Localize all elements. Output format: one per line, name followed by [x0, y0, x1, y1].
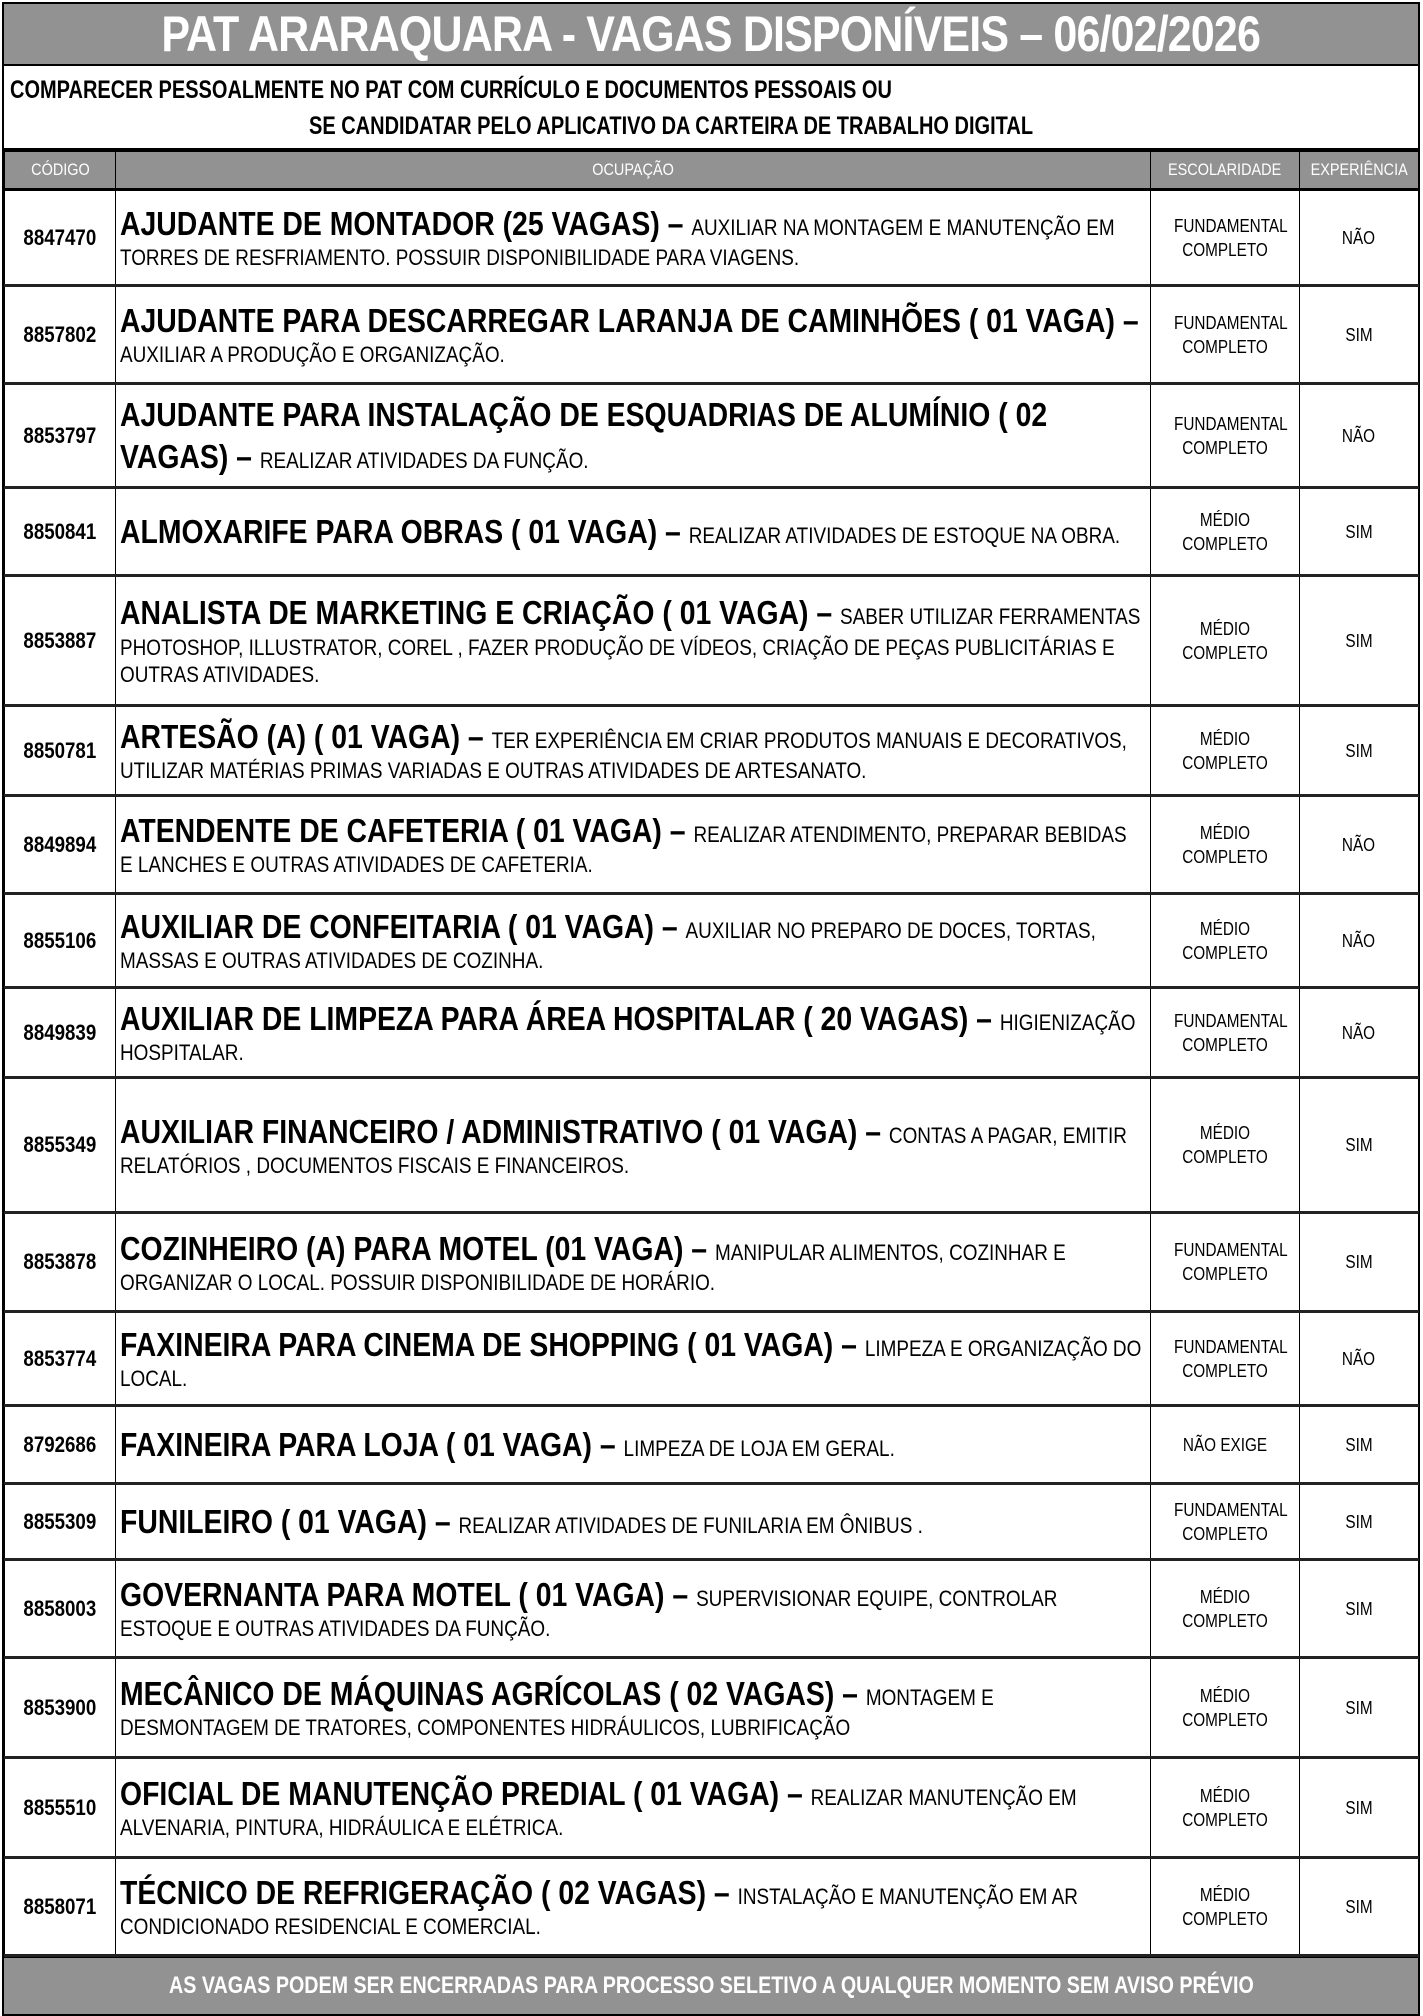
footer-band [4, 1957, 1418, 2014]
job-education-cell [1151, 1213, 1300, 1312]
job-occupation-text [120, 998, 1144, 1067]
job-education: FUNDAMENTAL COMPLETO [1174, 312, 1288, 357]
job-education: MÉDIO COMPLETO [1182, 1685, 1268, 1730]
job-title: ANALISTA DE MARKETING E CRIAÇÃO ( 01 VAGA) – [120, 594, 841, 632]
job-education: MÉDIO COMPLETO [1182, 1785, 1268, 1830]
job-experience: SIM [1345, 521, 1373, 542]
job-education: MÉDIO COMPLETO [1182, 918, 1268, 963]
job-description: INSTALAÇÃO E MANUTENÇÃO EM AR CONDICIONADO RESIDENCIAL E COMERCIAL. [120, 1884, 1078, 1940]
job-experience-cell [1300, 488, 1419, 576]
job-description: SABER UTILIZAR FERRAMENTAS PHOTOSHOP, ILLUSTRATOR, COREL , FAZER PRODUÇÃO DE VÍDEOS, CRIAÇÃO DE PEÇAS PUBLICITÁRIAS E OUTRAS ATIVIDADES. [120, 604, 1141, 688]
job-row [5, 1858, 1419, 1956]
job-education-cell [1151, 488, 1300, 576]
job-occupation-cell [116, 1484, 1151, 1560]
job-code: 8850841 [23, 518, 97, 544]
job-title: AJUDANTE PARA DESCARREGAR LARANJA DE CAMINHÕES ( 01 VAGA) – [120, 302, 1139, 340]
job-experience: NÃO [1342, 227, 1376, 248]
job-title: AUXILIAR DE CONFEITARIA ( 01 VAGA) – [120, 908, 686, 946]
job-code-cell [5, 1560, 116, 1658]
job-experience-cell [1300, 706, 1419, 796]
job-code-cell [5, 796, 116, 894]
job-occupation-cell [116, 488, 1151, 576]
job-row [5, 488, 1419, 576]
job-title: ATENDENTE DE CAFETERIA ( 01 VAGA) – [120, 812, 694, 850]
job-occupation-cell [116, 706, 1151, 796]
job-code-cell [5, 576, 116, 706]
job-code-cell [5, 1658, 116, 1758]
column-header-experience-label: EXPERIÊNCIA [1310, 160, 1408, 179]
job-occupation-cell [116, 796, 1151, 894]
job-experience: SIM [1345, 1598, 1373, 1619]
job-experience: SIM [1345, 1434, 1373, 1455]
job-description: REALIZAR ATENDIMENTO, PREPARAR BEBIDAS E LANCHES E OUTRAS ATIVIDADES DE CAFETERIA. [120, 822, 1127, 878]
job-experience: SIM [1345, 630, 1373, 651]
column-header-education-label: ESCOLARIDADE [1168, 160, 1282, 179]
job-occupation-text [120, 511, 1144, 552]
instructions-line-2: SE CANDIDATAR PELO APLICATIVO DA CARTEIRA DE TRABALHO DIGITAL [309, 112, 1034, 140]
job-title: MECÂNICO DE MÁQUINAS AGRÍCOLAS ( 02 VAGAS) – [120, 1675, 866, 1713]
job-code-cell [5, 1406, 116, 1484]
job-occupation-text [120, 203, 1144, 272]
job-occupation-cell [116, 286, 1151, 384]
job-description: HIGIENIZAÇÃO HOSPITALAR. [120, 1010, 1136, 1066]
job-row [5, 1758, 1419, 1858]
job-title: GOVERNANTA PARA MOTEL ( 01 VAGA) – [120, 1576, 697, 1614]
job-description: REALIZAR ATIVIDADES DE ESTOQUE NA OBRA. [688, 522, 1121, 548]
page-title: PAT ARARAQUARA - VAGAS DISPONÍVEIS – 06/02/2026 [161, 6, 1261, 62]
job-experience-cell [1300, 1658, 1419, 1758]
job-experience: SIM [1345, 1252, 1373, 1272]
job-education-cell [1151, 1484, 1300, 1560]
job-occupation-cell [116, 190, 1151, 286]
job-education-cell [1151, 1658, 1300, 1758]
job-code: 8857802 [23, 321, 97, 347]
job-row [5, 576, 1419, 706]
job-rows [5, 190, 1419, 1956]
job-row [5, 1078, 1419, 1213]
job-code-cell [5, 988, 116, 1078]
job-code-cell [5, 894, 116, 988]
job-description: REALIZAR ATIVIDADES DE FUNILARIA EM ÔNIBUS . [458, 1512, 923, 1538]
job-code-cell [5, 1484, 116, 1560]
job-row [5, 1484, 1419, 1560]
job-code-cell [5, 488, 116, 576]
job-education: MÉDIO COMPLETO [1182, 1884, 1268, 1929]
job-education-cell [1151, 576, 1300, 706]
job-title: COZINHEIRO (A) PARA MOTEL (01 VAGA) – [120, 1229, 715, 1267]
job-education-cell [1151, 706, 1300, 796]
job-occupation-text [120, 1228, 1144, 1297]
job-education-cell [1151, 1858, 1300, 1956]
job-experience-cell [1300, 1213, 1419, 1312]
job-experience: SIM [1345, 1135, 1373, 1155]
job-description: SUPERVISIONAR EQUIPE, CONTROLAR ESTOQUE E OUTRAS ATIVIDADES DA FUNÇÃO. [120, 1586, 1058, 1642]
job-education-cell [1151, 1560, 1300, 1658]
job-description: MANIPULAR ALIMENTOS, COZINHAR E ORGANIZAR O LOCAL. POSSUIR DISPONIBILIDADE DE HORÁRIO. [120, 1239, 1066, 1295]
job-title: ARTESÃO (A) ( 01 VAGA) – [120, 718, 492, 756]
job-row [5, 190, 1419, 286]
job-code: 8858003 [23, 1595, 97, 1621]
job-code: 8855510 [23, 1794, 97, 1820]
job-title: TÉCNICO DE REFRIGERAÇÃO ( 02 VAGAS) – [120, 1874, 738, 1912]
job-experience-cell [1300, 1560, 1419, 1658]
job-row [5, 988, 1419, 1078]
job-description: AUXILIAR NA MONTAGEM E MANUTENÇÃO EM TORRES DE RESFRIAMENTO. POSSUIR DISPONIBILIDADE PARA VIAGENS. [120, 215, 1115, 271]
job-code: 8858071 [23, 1893, 97, 1919]
table-header-row [5, 152, 1419, 190]
job-experience-cell [1300, 1484, 1419, 1560]
job-title: AUXILIAR DE LIMPEZA PARA ÁREA HOSPITALAR ( 20 VAGAS) – [120, 1000, 1000, 1038]
job-experience-cell [1300, 1078, 1419, 1213]
job-occupation-text [120, 1773, 1144, 1842]
job-experience-cell [1300, 1858, 1419, 1956]
job-code: 8850781 [23, 737, 97, 763]
jobs-table [4, 151, 1419, 1957]
job-occupation-cell [116, 1758, 1151, 1858]
job-education-cell [1151, 894, 1300, 988]
job-row [5, 706, 1419, 796]
job-experience: SIM [1345, 1697, 1373, 1718]
job-title: AJUDANTE DE MONTADOR (25 VAGAS) – [120, 205, 692, 243]
job-experience-cell [1300, 286, 1419, 384]
job-code: 8855349 [23, 1132, 97, 1157]
instructions-line-1: COMPARECER PESSOALMENTE NO PAT COM CURRÍCULO E DOCUMENTOS PESSOAIS OU [10, 76, 892, 104]
job-occupation-text [120, 1872, 1144, 1941]
job-education: MÉDIO COMPLETO [1182, 618, 1268, 663]
job-education: MÉDIO COMPLETO [1182, 509, 1268, 554]
job-experience-cell [1300, 384, 1419, 488]
job-experience: SIM [1345, 1896, 1373, 1917]
job-occupation-text [120, 1501, 1144, 1542]
job-code-cell [5, 706, 116, 796]
job-education: MÉDIO COMPLETO [1182, 728, 1268, 773]
job-experience-cell [1300, 190, 1419, 286]
job-title: FAXINEIRA PARA LOJA ( 01 VAGA) – [120, 1425, 624, 1463]
job-education-cell [1151, 190, 1300, 286]
job-occupation-text [120, 1673, 1144, 1742]
job-education-cell [1151, 988, 1300, 1078]
job-occupation-cell [116, 1560, 1151, 1658]
job-row [5, 894, 1419, 988]
job-occupation-text [120, 1424, 1144, 1465]
job-occupation-cell [116, 384, 1151, 488]
job-occupation-cell [116, 576, 1151, 706]
job-code: 8853900 [23, 1694, 97, 1720]
job-education-cell [1151, 1078, 1300, 1213]
job-occupation-cell [116, 988, 1151, 1078]
job-occupation-text [120, 300, 1144, 369]
job-code-cell [5, 190, 116, 286]
job-occupation-cell [116, 1312, 1151, 1406]
job-description: CONTAS A PAGAR, EMITIR RELATÓRIOS , DOCUMENTOS FISCAIS E FINANCEIROS. [120, 1122, 1127, 1178]
job-code-cell [5, 1213, 116, 1312]
job-experience: NÃO [1342, 930, 1376, 951]
job-experience: NÃO [1342, 834, 1376, 855]
job-occupation-text [120, 1324, 1144, 1393]
job-description: REALIZAR ATIVIDADES DA FUNÇÃO. [259, 447, 589, 473]
job-description: AUXILIAR NO PREPARO DE DOCES, TORTAS, MASSAS E OUTRAS ATIVIDADES DE COZINHA. [120, 918, 1096, 974]
job-experience: NÃO [1342, 1022, 1376, 1043]
instructions [4, 66, 1418, 151]
job-occupation-text [120, 592, 1144, 688]
job-occupation-cell [116, 1858, 1151, 1956]
job-row [5, 1312, 1419, 1406]
job-code-cell [5, 384, 116, 488]
column-header-experience [1300, 152, 1419, 190]
job-description: REALIZAR MANUTENÇÃO EM ALVENARIA, PINTURA, HIDRÁULICA E ELÉTRICA. [120, 1785, 1077, 1841]
job-experience: SIM [1345, 740, 1373, 761]
job-occupation-cell [116, 1406, 1151, 1484]
job-title: FUNILEIRO ( 01 VAGA) – [120, 1502, 459, 1540]
job-description: AUXILIAR A PRODUÇÃO E ORGANIZAÇÃO. [120, 342, 505, 368]
job-code: 8855309 [23, 1508, 97, 1534]
job-occupation-text [120, 716, 1144, 785]
job-education: FUNDAMENTAL COMPLETO [1174, 1010, 1288, 1055]
job-occupation-cell [116, 1213, 1151, 1312]
job-experience: SIM [1345, 324, 1373, 345]
job-occupation-text [120, 810, 1144, 879]
job-experience-cell [1300, 988, 1419, 1078]
job-occupation-text [120, 1574, 1144, 1643]
job-code: 8849894 [23, 831, 97, 857]
job-education-cell [1151, 1406, 1300, 1484]
job-education: FUNDAMENTAL COMPLETO [1174, 1336, 1288, 1381]
job-education: FUNDAMENTAL COMPLETO [1174, 413, 1288, 458]
job-education: NÃO EXIGE [1182, 1434, 1268, 1455]
job-title: AJUDANTE PARA INSTALAÇÃO DE ESQUADRIAS DE ALUMÍNIO ( 02 VAGAS) – [120, 396, 1048, 475]
job-occupation-text [120, 1111, 1144, 1180]
job-row [5, 796, 1419, 894]
job-code-cell [5, 1312, 116, 1406]
column-header-education [1151, 152, 1300, 190]
job-education: MÉDIO COMPLETO [1182, 1586, 1268, 1631]
job-education: FUNDAMENTAL COMPLETO [1174, 1499, 1288, 1544]
job-experience-cell [1300, 1758, 1419, 1858]
job-occupation-text [120, 906, 1144, 975]
job-occupation-cell [116, 1658, 1151, 1758]
job-code: 8849839 [23, 1019, 97, 1045]
job-occupation-text [120, 394, 1144, 477]
job-education-cell [1151, 796, 1300, 894]
job-code: 8855106 [23, 927, 97, 953]
job-code-cell [5, 1078, 116, 1213]
job-code: 8853774 [23, 1345, 97, 1371]
job-education: MÉDIO COMPLETO [1182, 1123, 1268, 1167]
job-description: LIMPEZA DE LOJA EM GERAL. [623, 1435, 895, 1461]
job-title: AUXILIAR FINANCEIRO / ADMINISTRATIVO ( 01 VAGA) – [120, 1112, 889, 1150]
job-experience-cell [1300, 796, 1419, 894]
footer-notice: AS VAGAS PODEM SER ENCERRADAS PARA PROCESSO SELETIVO A QUALQUER MOMENTO SEM AVISO PRÉVIO [168, 1972, 1254, 1999]
job-description: LIMPEZA E ORGANIZAÇÃO DO LOCAL. [120, 1336, 1142, 1392]
job-row [5, 1213, 1419, 1312]
job-education-cell [1151, 384, 1300, 488]
job-education-cell [1151, 1312, 1300, 1406]
job-experience-cell [1300, 1406, 1419, 1484]
job-education-cell [1151, 1758, 1300, 1858]
job-experience-cell [1300, 576, 1419, 706]
job-code-cell [5, 1858, 116, 1956]
job-education: MÉDIO COMPLETO [1182, 822, 1268, 867]
job-row [5, 384, 1419, 488]
job-code-cell [5, 1758, 116, 1858]
job-code: 8853887 [23, 627, 97, 653]
job-education-cell [1151, 286, 1300, 384]
column-header-code [5, 152, 116, 190]
job-code: 8847470 [23, 224, 97, 250]
job-description: MONTAGEM E DESMONTAGEM DE TRATORES, COMPONENTES HIDRÁULICOS, LUBRIFICAÇÃO [120, 1685, 994, 1741]
job-row [5, 1560, 1419, 1658]
job-experience: SIM [1345, 1797, 1373, 1818]
job-title: FAXINEIRA PARA CINEMA DE SHOPPING ( 01 VAGA) – [120, 1326, 865, 1364]
job-experience: SIM [1345, 1511, 1373, 1532]
job-experience-cell [1300, 894, 1419, 988]
job-education: FUNDAMENTAL COMPLETO [1174, 215, 1288, 260]
column-header-code-label: CÓDIGO [30, 160, 90, 179]
column-header-occupation-label: OCUPAÇÃO [592, 160, 674, 179]
job-occupation-cell [116, 894, 1151, 988]
title-band [4, 4, 1418, 66]
job-listing-sheet [2, 2, 1420, 2016]
job-experience: NÃO [1342, 425, 1376, 446]
job-education: FUNDAMENTAL COMPLETO [1174, 1240, 1288, 1284]
job-code: 8853797 [23, 422, 97, 448]
job-row [5, 1406, 1419, 1484]
column-header-occupation [116, 152, 1151, 190]
job-row [5, 286, 1419, 384]
job-experience: NÃO [1342, 1348, 1376, 1369]
job-description: TER EXPERIÊNCIA EM CRIAR PRODUTOS MANUAIS E DECORATIVOS, UTILIZAR MATÉRIAS PRIMAS VARIADAS E OUTRAS ATIVIDADES DE ARTESANATO. [120, 728, 1127, 784]
job-row [5, 1658, 1419, 1758]
job-experience-cell [1300, 1312, 1419, 1406]
job-title: ALMOXARIFE PARA OBRAS ( 01 VAGA) – [120, 512, 689, 550]
job-code: 8853878 [23, 1249, 97, 1274]
job-occupation-cell [116, 1078, 1151, 1213]
job-code: 8792686 [23, 1431, 97, 1457]
job-code-cell [5, 286, 116, 384]
job-title: OFICIAL DE MANUTENÇÃO PREDIAL ( 01 VAGA) – [120, 1775, 811, 1813]
